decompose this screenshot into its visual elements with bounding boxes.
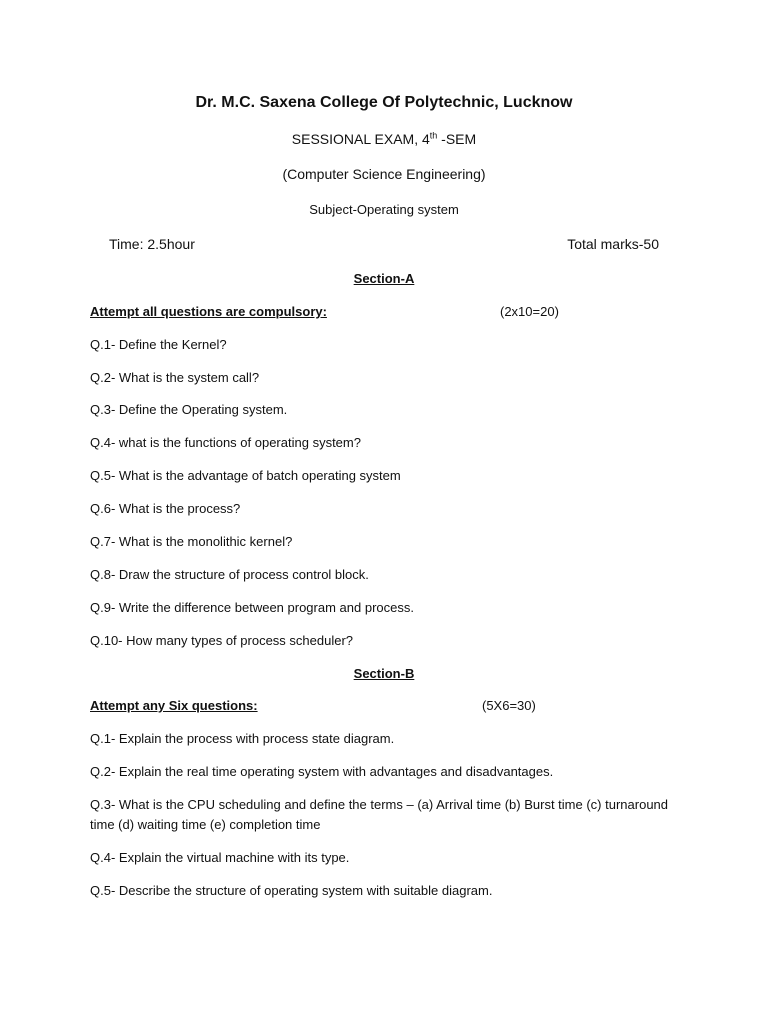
section-a-question: Q.4- what is the functions of operating system?	[90, 435, 361, 450]
section-a-question: Q.10- How many types of process scheduler?	[90, 633, 354, 648]
section-a-question: Q.3- Define the Operating system.	[90, 402, 288, 417]
section-b-question: Q.5- Describe the structure of operating system with suitable diagram.	[90, 883, 493, 898]
total-marks-label: Total marks-50	[567, 236, 659, 252]
section-a-question: Q.6- What is the process?	[90, 501, 241, 516]
section-a-title: Section-A	[353, 271, 415, 286]
section-a-question: Q.9- Write the difference between program and process.	[90, 600, 414, 615]
branch-line: (Computer Science Engineering)	[282, 166, 486, 182]
exam-title-prefix: SESSIONAL EXAM, 4	[291, 131, 430, 147]
section-b-title: Section-B	[353, 666, 415, 681]
subject-line: Subject-Operating system	[309, 202, 459, 217]
exam-title-suffix: -SEM	[437, 131, 477, 147]
section-b-question: Q.1- Explain the process with process state diagram.	[90, 731, 395, 746]
section-a-instruction: Attempt all questions are compulsory:	[90, 304, 327, 319]
exam-title-sup: th	[429, 130, 438, 141]
time-label: Time: 2.5hour	[109, 236, 195, 252]
section-a-question: Q.7- What is the monolithic kernel?	[90, 534, 293, 549]
section-b-question: Q.3- What is the CPU scheduling and define the terms – (a) Arrival time (b) Burst time (c) turnaround time (d) waiting time (e) completion time	[90, 797, 669, 832]
section-b-question: Q.4- Explain the virtual machine with its type.	[90, 850, 350, 865]
section-a-question: Q.2- What is the system call?	[90, 370, 260, 385]
section-a-question: Q.1- Define the Kernel?	[90, 337, 227, 352]
college-title: Dr. M.C. Saxena College Of Polytechnic, Lucknow	[195, 94, 573, 111]
section-a-marks: (2x10=20)	[500, 304, 559, 319]
section-a-question: Q.8- Draw the structure of process control block.	[90, 567, 369, 582]
exam-title	[0, 131, 768, 147]
section-b-marks: (5X6=30)	[482, 698, 536, 713]
section-b-instruction: Attempt any Six questions:	[90, 698, 258, 713]
section-a-question: Q.5- What is the advantage of batch operating system	[90, 468, 401, 483]
section-b-question: Q.2- Explain the real time operating system with advantages and disadvantages.	[90, 764, 554, 779]
